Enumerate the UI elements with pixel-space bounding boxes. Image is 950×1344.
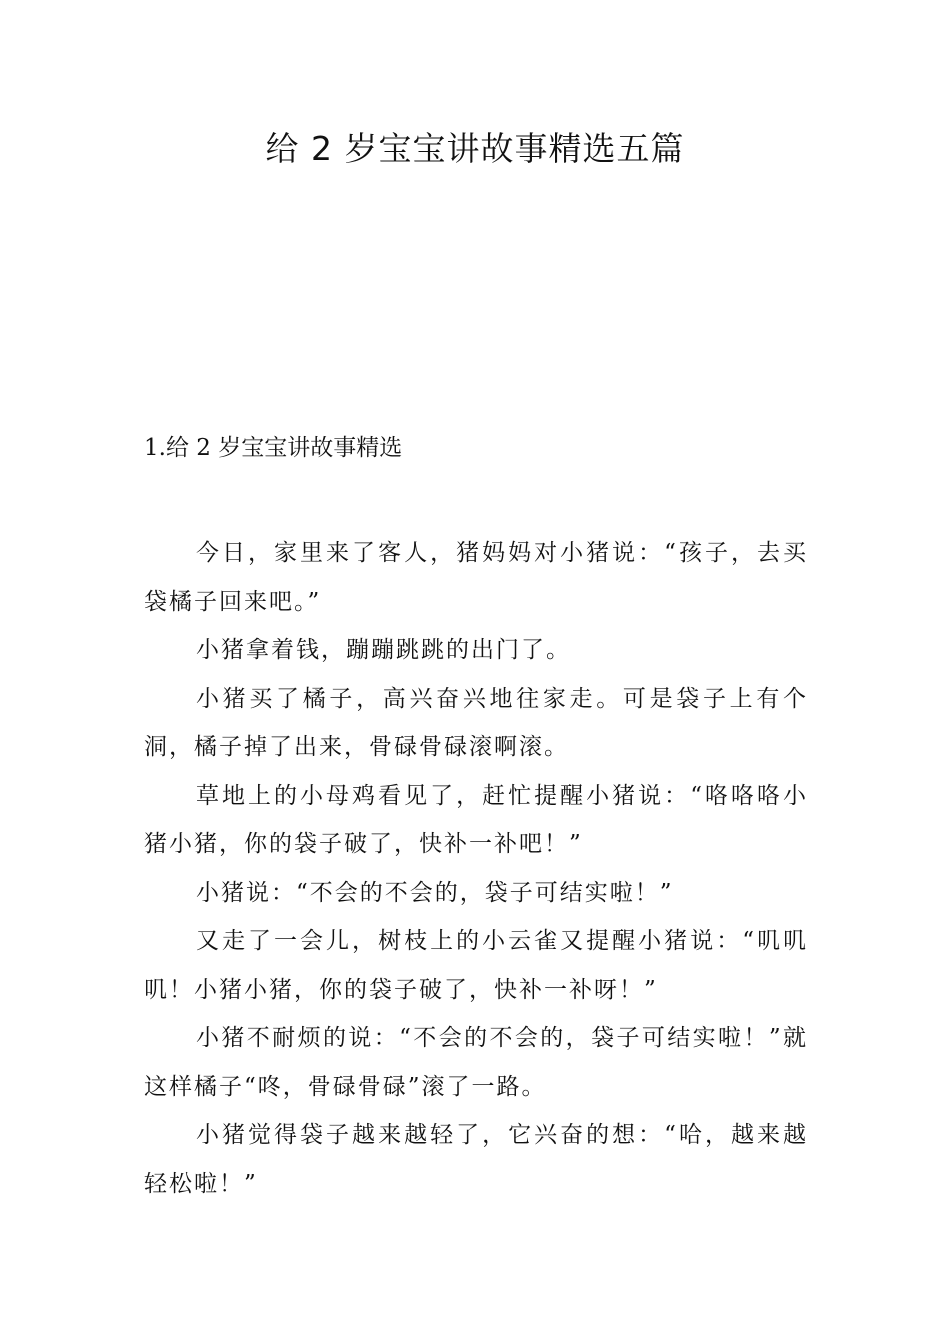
story-paragraph: 小猪觉得袋子越来越轻了，它兴奋的想：“哈，越来越轻松啦！” — [144, 1122, 808, 1197]
story-paragraph: 小猪不耐烦的说：“不会的不会的，袋子可结实啦！”就这样橘子“咚，骨碌骨碌”滚了一路。 — [144, 1025, 808, 1100]
story-paragraph: 小猪拿着钱，蹦蹦跳跳的出门了。 — [196, 637, 571, 663]
story-paragraph: 小猪买了橘子，高兴奋兴地往家走。可是袋子上有个洞，橘子掉了出来，骨碌骨碌滚啊滚。 — [144, 685, 808, 760]
story-paragraph: 草地上的小母鸡看见了，赶忙提醒小猪说：“咯咯咯小猪小猪，你的袋子破了，快补一补吧！” — [144, 782, 808, 857]
section-heading: 1.给 2 岁宝宝讲故事精选 — [144, 435, 403, 461]
story-body — [144, 529, 808, 1208]
document-title: 给 2 岁宝宝讲故事精选五篇 — [265, 129, 685, 168]
story-paragraph: 小猪说：“不会的不会的，袋子可结实啦！” — [196, 879, 674, 906]
story-paragraph: 又走了一会儿，树枝上的小云雀又提醒小猪说：“叽叽叽！小猪小猪，你的袋子破了，快补一补呀！” — [144, 928, 808, 1003]
story-paragraph: 今日，家里来了客人，猪妈妈对小猪说：“孩子，去买袋橘子回来吧。” — [144, 540, 808, 615]
